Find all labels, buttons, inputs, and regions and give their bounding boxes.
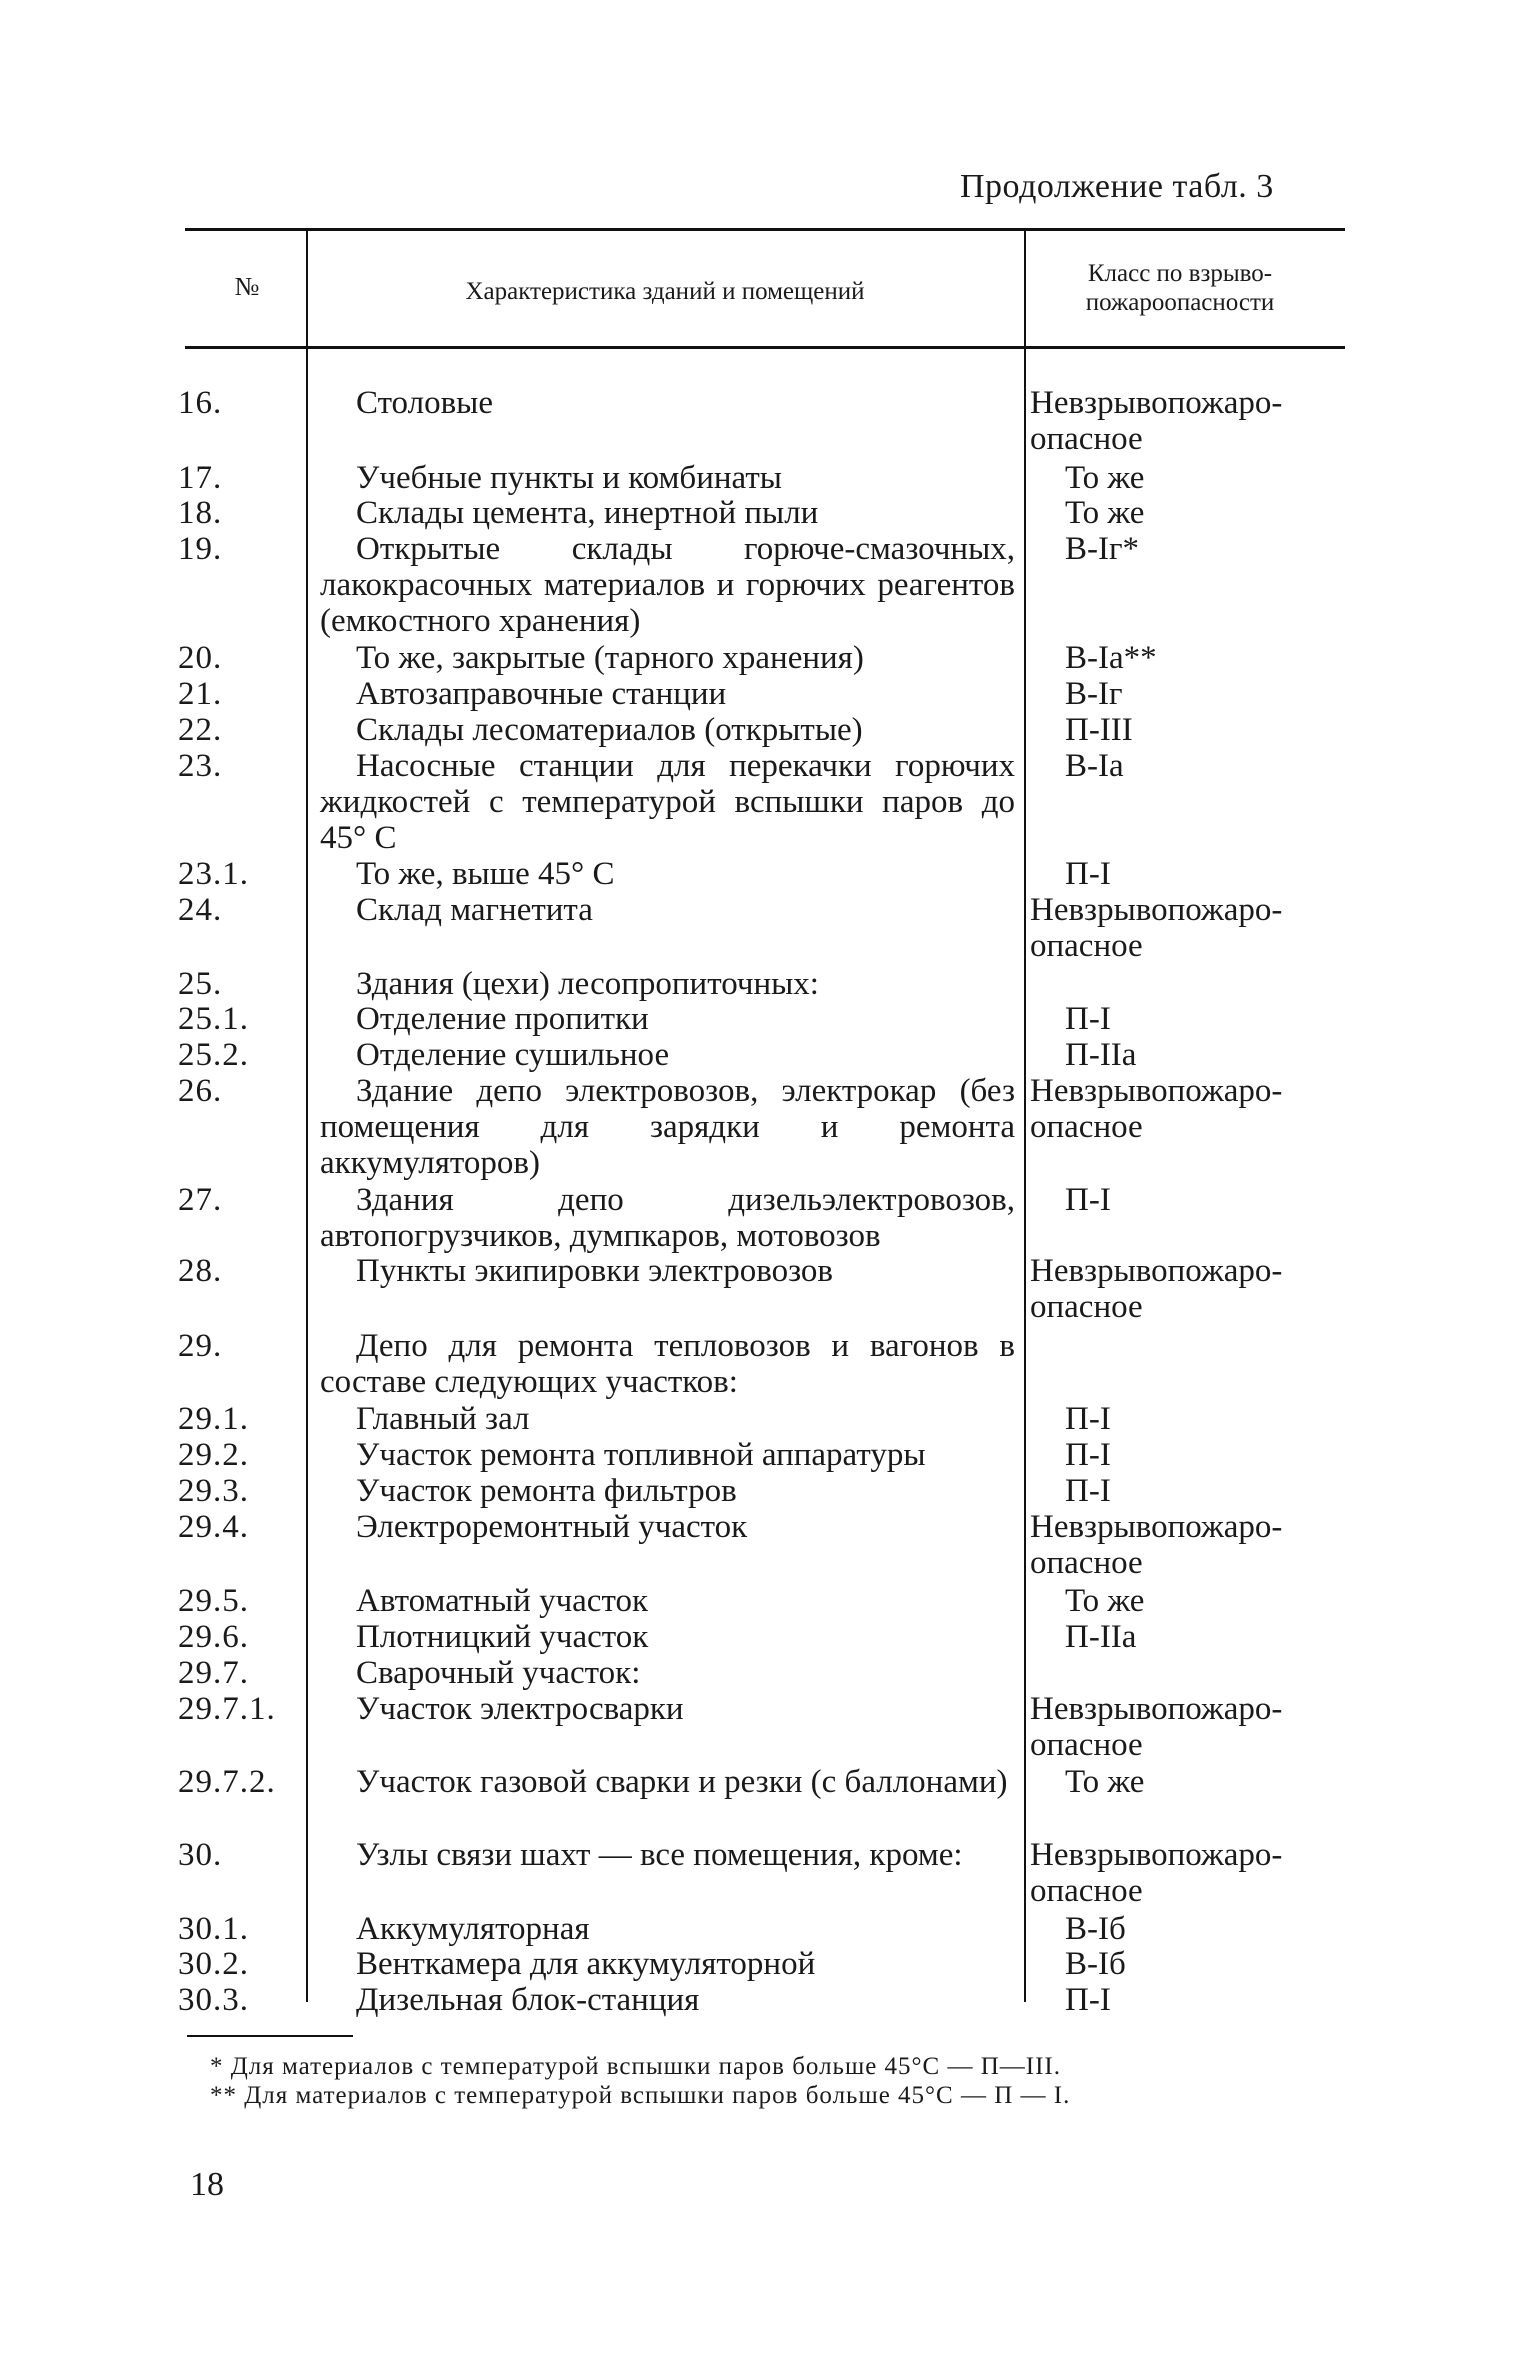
row-number: 25.2.	[178, 1037, 249, 1073]
row-description: Участок газовой сварки и резки (с баллонами)	[356, 1764, 1008, 1800]
row-number: 26.	[178, 1073, 223, 1109]
row-description: Депо для ремонта тепловозов и вагонов в составе следующих участков:	[320, 1328, 1015, 1400]
row-description: Электроремонтный участок	[356, 1509, 748, 1545]
row-class: В-Iг*	[1065, 531, 1140, 567]
footnotes	[210, 2052, 1360, 2110]
row-description: Узлы связи шахт — все помещения, кроме:	[356, 1837, 963, 1873]
row-description: Автозаправочные станции	[356, 676, 727, 712]
page-number: 18	[190, 2166, 224, 2203]
row-description: Склад магнетита	[356, 892, 593, 928]
row-class: П-IIа	[1065, 1619, 1137, 1655]
row-class: П-IIа	[1065, 1037, 1137, 1073]
row-class: Невзрывопожаро-опасное	[1030, 1509, 1283, 1581]
footnote-1: * Для материалов с температурой вспышки паров больше 45°С — П—III.	[210, 2053, 1062, 2080]
row-number: 19.	[178, 531, 223, 567]
row-class: То же	[1065, 1764, 1145, 1800]
row-number: 29.4.	[178, 1509, 249, 1545]
row-class: То же	[1065, 495, 1145, 531]
row-number: 29.3.	[178, 1473, 249, 1509]
row-class: В-Iг	[1065, 676, 1123, 712]
row-description: Учебные пункты и комбинаты	[356, 460, 782, 496]
row-number: 17.	[178, 460, 223, 496]
footnote-rule	[187, 2035, 353, 2037]
row-number: 24.	[178, 892, 223, 928]
row-description: Склады лесоматериалов (открытые)	[356, 712, 863, 748]
row-description: Здания (цехи) лесопропиточных:	[356, 966, 819, 1002]
row-number: 30.3.	[178, 1982, 249, 2018]
row-class: Невзрывопожаро-опасное	[1030, 1073, 1283, 1145]
row-class: То же	[1065, 460, 1145, 496]
row-class: Невзрывопожаро-опасное	[1030, 385, 1283, 457]
row-number: 22.	[178, 712, 223, 748]
row-class: П-I	[1065, 1001, 1111, 1037]
row-number: 18.	[178, 495, 223, 531]
row-class: То же	[1065, 1583, 1145, 1619]
row-number: 28.	[178, 1253, 223, 1289]
row-number: 30.2.	[178, 1946, 249, 1982]
row-class: В-Iа**	[1065, 640, 1157, 676]
row-number: 23.1.	[178, 856, 249, 892]
row-number: 25.1.	[178, 1001, 249, 1037]
footnote-2: ** Для материалов с температурой вспышки паров больше 45°С — П — I.	[210, 2082, 1071, 2109]
row-description: Открытые склады горюче-смазочных, лакокрасочных материалов и горючих реагентов (емкостного хранения)	[320, 531, 1015, 639]
row-class: П-I	[1065, 1401, 1111, 1437]
row-description: Склады цемента, инертной пыли	[356, 495, 819, 531]
row-class: П-I	[1065, 1437, 1111, 1473]
row-description: Аккумуляторная	[356, 1911, 590, 1947]
row-number: 29.1.	[178, 1401, 249, 1437]
row-number: 16.	[178, 385, 223, 421]
row-class: Невзрывопожаро-опасное	[1030, 1253, 1283, 1325]
header-description: Характеристика зданий и помещений	[465, 278, 865, 305]
row-description: Насосные станции для перекачки горючих жидкостей с температурой вспышки паров до 45° С	[320, 748, 1015, 856]
row-description: Здания депо дизельэлектровозов, автопогрузчиков, думпкаров, мотовозов	[320, 1182, 1015, 1254]
row-description: Отделение пропитки	[356, 1001, 649, 1037]
row-number: 29.2.	[178, 1437, 249, 1473]
row-class: П-I	[1065, 1473, 1111, 1509]
row-number: 27.	[178, 1182, 223, 1218]
row-description: Плотницкий участок	[356, 1619, 649, 1655]
row-description: Главный зал	[356, 1401, 530, 1437]
row-class: П-I	[1065, 1182, 1111, 1218]
row-number: 29.	[178, 1328, 223, 1364]
row-class: П-III	[1065, 712, 1133, 748]
row-description: Столовые	[356, 385, 493, 421]
row-number: 29.7.	[178, 1655, 249, 1691]
row-number: 20.	[178, 640, 223, 676]
row-number: 30.	[178, 1837, 223, 1873]
header-number: №	[234, 272, 260, 301]
row-description: Сварочный участок:	[356, 1655, 641, 1691]
row-description: Отделение сушильное	[356, 1037, 670, 1073]
row-number: 29.7.1.	[178, 1691, 276, 1727]
row-class: Невзрывопожаро-опасное	[1030, 892, 1283, 964]
row-description: Венткамера для аккумуляторной	[356, 1946, 816, 1982]
row-number: 21.	[178, 676, 223, 712]
row-description: Здание депо электровозов, электрокар (без помещения для зарядки и ремонта аккумуляторов)	[320, 1073, 1015, 1181]
row-class: П-I	[1065, 856, 1111, 892]
row-description: Пункты экипировки электровозов	[356, 1253, 834, 1289]
row-class: Невзрывопожаро-опасное	[1030, 1837, 1283, 1909]
row-description: Дизельная блок-станция	[356, 1982, 700, 2018]
row-number: 29.5.	[178, 1583, 249, 1619]
row-description: То же, закрытые (тарного хранения)	[356, 640, 864, 676]
row-class: В-Iб	[1065, 1946, 1126, 1982]
row-class: Невзрывопожаро-опасное	[1030, 1691, 1283, 1763]
row-number: 23.	[178, 748, 223, 784]
row-class: В-Iб	[1065, 1911, 1126, 1947]
table-caption: Продолжение табл. 3	[960, 168, 1274, 205]
row-description: То же, выше 45° С	[356, 856, 615, 892]
row-description: Участок ремонта топливной аппаратуры	[356, 1437, 926, 1473]
row-number: 29.6.	[178, 1619, 249, 1655]
row-number: 30.1.	[178, 1911, 249, 1947]
row-description: Автоматный участок	[356, 1583, 648, 1619]
row-description: Участок ремонта фильтров	[356, 1473, 737, 1509]
row-description: Участок электросварки	[356, 1691, 684, 1727]
row-class: В-Iа	[1065, 748, 1124, 784]
row-number: 25.	[178, 966, 223, 1002]
row-class: П-I	[1065, 1982, 1111, 2018]
header-class: Класс по взрыво-пожароопасности	[1085, 260, 1275, 316]
row-number: 29.7.2.	[178, 1764, 276, 1800]
